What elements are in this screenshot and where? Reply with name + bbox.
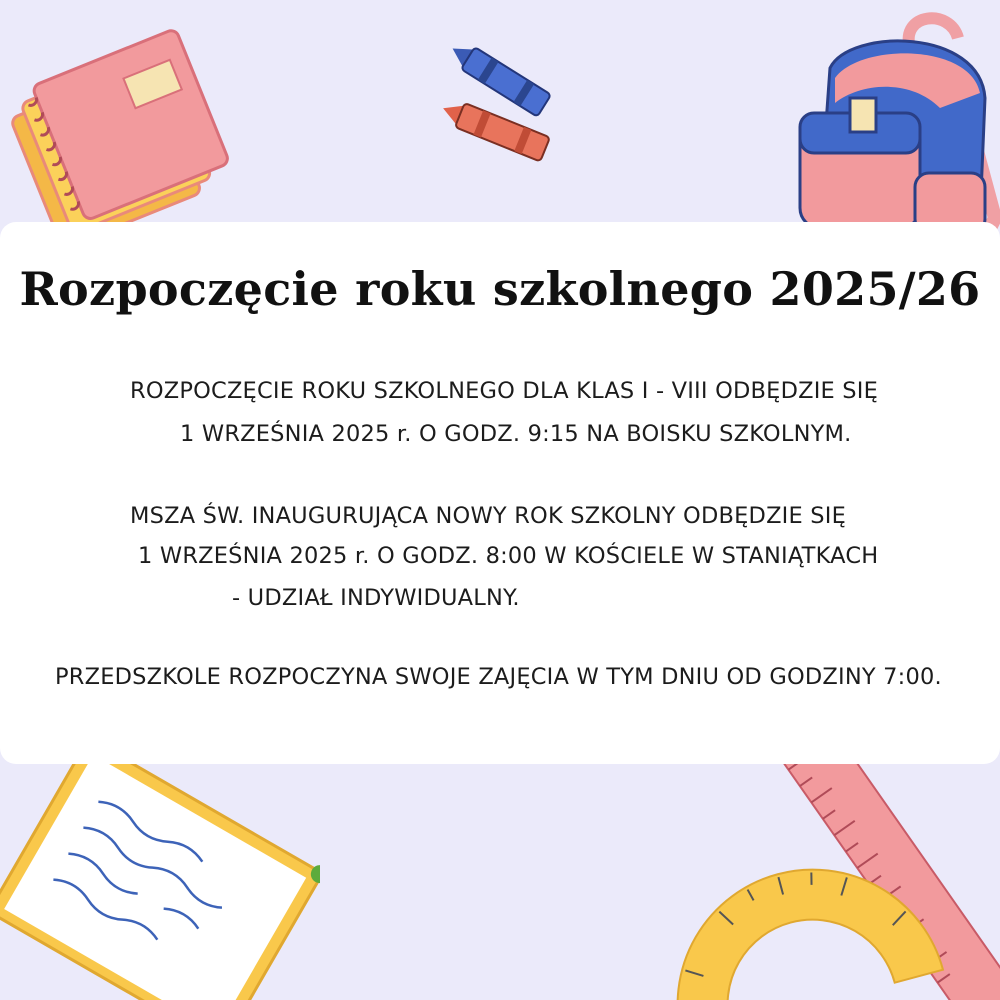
announcement-line: PRZEDSZKOLE ROZPOCZYNA SWOJE ZAJĘCIA W TYM DNIU OD GODZINY 7:00.: [55, 664, 942, 690]
notebooks-icon: [0, 20, 260, 250]
announcement-line: - UDZIAŁ INDYWIDUALNY.: [232, 585, 520, 611]
announcement-line: ROZPOCZĘCIE ROKU SZKOLNEGO DLA KLAS I - VIII ODBĘDZIE SIĘ: [130, 378, 879, 404]
announcement-line: MSZA ŚW. INAUGURUJĄCA NOWY ROK SZKOLNY ODBĘDZIE SIĘ: [130, 503, 847, 529]
announcement-line: 1 WRZEŚNIA 2025 r. O GODZ. 8:00 W KOŚCIELE W STANIĄTKACH: [138, 543, 879, 569]
protractor-icon: [660, 855, 950, 1000]
crayons-icon: [425, 20, 565, 180]
writing-board-icon: [0, 745, 320, 1000]
backpack-icon: [790, 8, 1000, 258]
page-title: Rozpoczęcie roku szkolnego 2025/26: [19, 262, 981, 316]
announcement-line: 1 WRZEŚNIA 2025 r. O GODZ. 9:15 NA BOISKU SZKOLNYM.: [180, 421, 852, 447]
